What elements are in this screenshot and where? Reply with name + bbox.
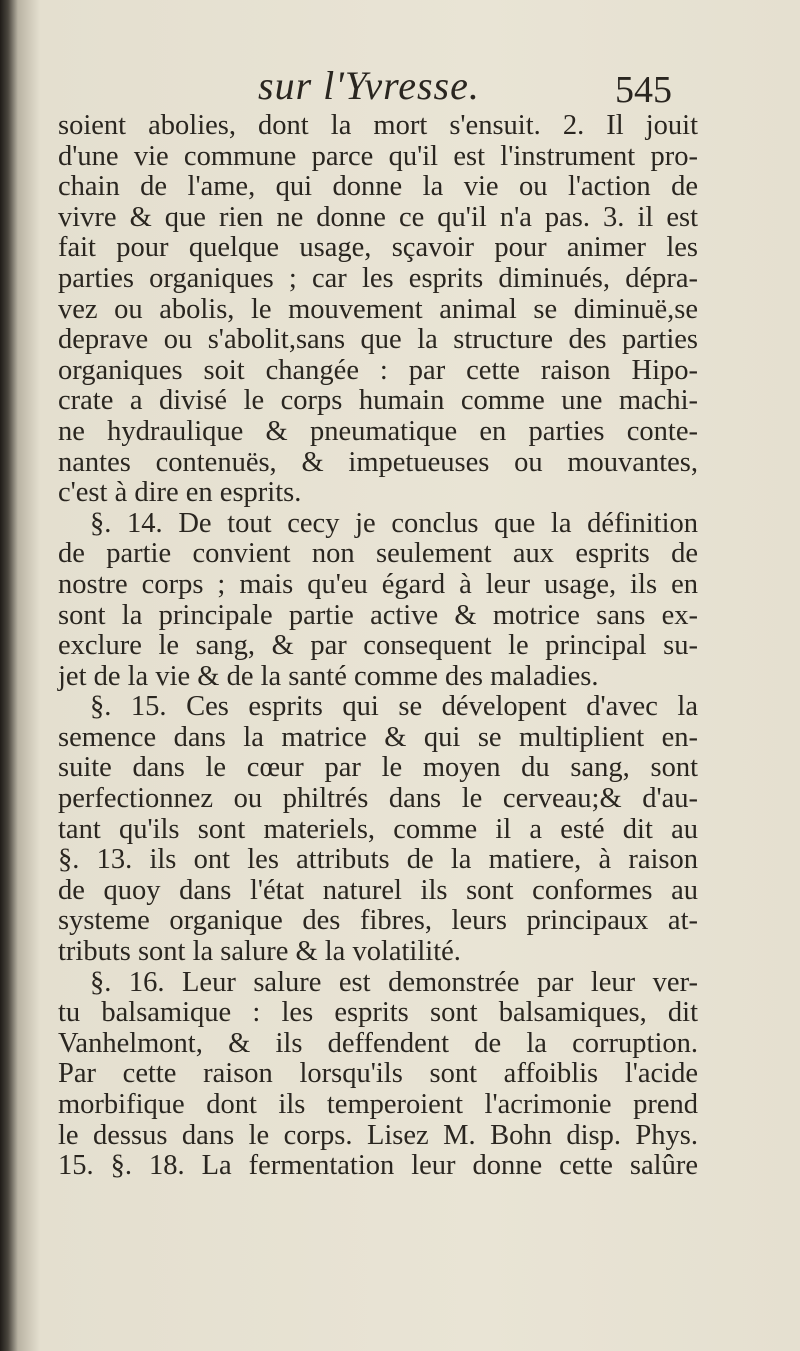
body-text: [58, 111, 698, 1182]
text-line: d'une vie commune parce qu'il est l'instrument pro-: [58, 140, 698, 172]
text-line: systeme organique des fibres, leurs principaux at-: [58, 905, 698, 937]
text-line: deprave ou s'abolit,sans que la structure des parties: [58, 324, 698, 356]
text-line: §. 15. Ces esprits qui se dévelopent d'avec la: [90, 691, 698, 723]
text-line: tu balsamique : les esprits sont balsamiques, dit: [58, 997, 698, 1029]
text-line: tributs sont la salure & la volatilité.: [58, 936, 461, 968]
text-line: sont la principale partie active & motrice sans ex-: [58, 599, 698, 631]
text-line: parties organiques ; car les esprits diminués, dépra-: [58, 262, 698, 294]
text-line: de quoy dans l'état naturel ils sont conformes au: [58, 874, 698, 906]
text-line: semence dans la matrice & qui se multiplient en-: [58, 721, 698, 753]
text-line: fait pour quelque usage, sçavoir pour animer les: [58, 232, 698, 264]
text-line: §. 14. De tout cecy je conclus que la définition: [90, 507, 698, 539]
text-line: vivre & que rien ne donne ce qu'il n'a pas. 3. il est: [58, 201, 698, 233]
text-line: organiques soit changée : par cette raison Hipo-: [58, 354, 698, 386]
text-line: vez ou abolis, le mouvement animal se diminuë,se: [58, 293, 698, 325]
text-line: §. 16. Leur salure est demonstrée par leur ver-: [90, 966, 698, 998]
text-line: de partie convient non seulement aux esprits de: [58, 538, 698, 570]
text-line: jet de la vie & de la santé comme des maladies.: [58, 660, 599, 692]
page-number: 545: [615, 69, 672, 111]
text-line: tant qu'ils sont materiels, comme il a esté dit au: [58, 813, 698, 845]
text-line: crate a divisé le corps humain comme une machi-: [58, 385, 698, 417]
text-line: 15. §. 18. La fermentation leur donne cette salûre: [58, 1150, 698, 1182]
text-line: perfectionnez ou philtrés dans le cerveau;& d'au-: [58, 783, 698, 815]
text-line: morbifique dont ils temperoient l'acrimonie prend: [58, 1089, 698, 1120]
text-line: le dessus dans le corps. Lisez M. Bohn disp. Phys.: [58, 1119, 698, 1151]
text-line: Vanhelmont, & ils deffendent de la corruption.: [58, 1027, 698, 1059]
text-line: soient abolies, dont la mort s'ensuit. 2. Il jouit: [58, 110, 698, 141]
text-line: ne hydraulique & pneumatique en parties conte-: [58, 415, 698, 447]
running-head: sur l'Yvresse.: [258, 63, 480, 108]
text-line: c'est à dire en esprits.: [58, 477, 302, 509]
text-line: §. 13. ils ont les attributs de la matiere, à raison: [58, 844, 698, 876]
text-line: suite dans le cœur par le moyen du sang, sont: [58, 752, 698, 784]
text-line: nantes contenuës, & impetueuses ou mouvantes,: [58, 446, 698, 478]
text-line: nostre corps ; mais qu'eu égard à leur usage, ils en: [58, 568, 698, 600]
text-line: chain de l'ame, qui donne la vie ou l'action de: [58, 171, 698, 203]
text-line: exclure le sang, & par consequent le principal su-: [58, 630, 698, 662]
text-line: Par cette raison lorsqu'ils sont affoiblis l'acide: [58, 1058, 698, 1090]
